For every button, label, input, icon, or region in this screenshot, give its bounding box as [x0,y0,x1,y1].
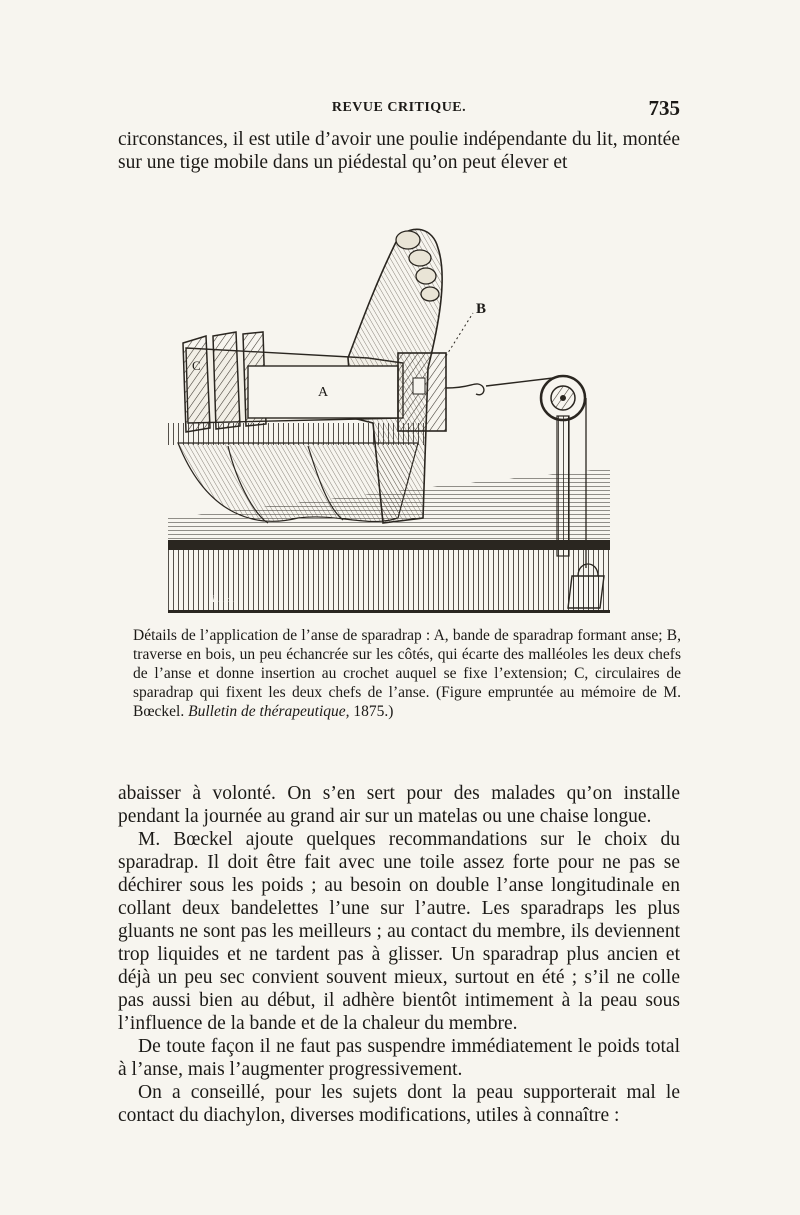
body-text [118,782,680,1127]
body-paragraph-4: On a conseillé, pour les sujets dont la peau supporterait mal le contact du diachylon, diverses modifications, utiles à connaître : [118,1082,680,1126]
running-title: REVUE CRITIQUE. [331,100,467,115]
intro-paragraph: circonstances, il est utile d’avoir une poulie indépendante du lit, montée sur une tige mobile dans un piédestal qu’on peut élever et [118,129,680,173]
body-paragraph-3: De toute façon il ne faut pas suspendre immédiatement le poids total à l’anse, mais l’augmenter progressivement. [118,1036,680,1080]
page-number: 735 [648,96,680,120]
cord [446,378,553,395]
caption-text: Détails de l’application de l’anse de sparadrap : A, bande de sparadrap formant anse; B, traverse en bois, un peu échancrée sur les côtés, qui écarte des malléoles les deux chefs de l’anse et donne insertion au crochet auquel se fixe l’extension; C, circulaires de sparadrap qui fixent les deux chefs de l’anse. (Figure empruntée au mémoire de M. Bœckel. [133,627,681,720]
caption-year: 1875.) [353,703,394,720]
body-paragraph-2: M. Bœckel ajoute quelques recommandations sur le choix du sparadrap. Il doit être fait avec une toile assez forte pour ne pas se déchirer sous les poids ; au besoin on double l’anse longitudinale en collant deux bandelettes l’une sur l’autre. Les sparadraps les plus gluants ne sont pas les meilleurs ; au contact du membre, ils deviennent trop liquides et ne tardent pas à glisser. Un sparadrap plus ancien et déjà un peu sec convient souvent mieux, surtout en été ; s’il ne colle pas aussi bien au début, il adhère bientôt intimement à la peau sous l’influence de la bande et de la chaleur du membre. [118,829,680,1034]
engraver-signature: L. H. [212,593,235,605]
figure-label-a: A [318,385,329,400]
caption-journal: Bulletin de thérapeutique, [188,703,350,720]
body-paragraph-1: abaisser à volonté. On s’en sert pour des malades qu’on installe pendant la journée au grand air sur un matelas ou une chaise longue. [118,783,680,827]
crossbar-b [398,353,446,431]
traction-apparatus-figure [168,218,610,614]
pulley-post [557,416,569,556]
figure-caption [133,626,681,721]
pulley [541,376,585,420]
page-header [118,96,680,124]
figure-label-c: C [192,358,201,373]
figure-label-b: B [476,301,487,317]
